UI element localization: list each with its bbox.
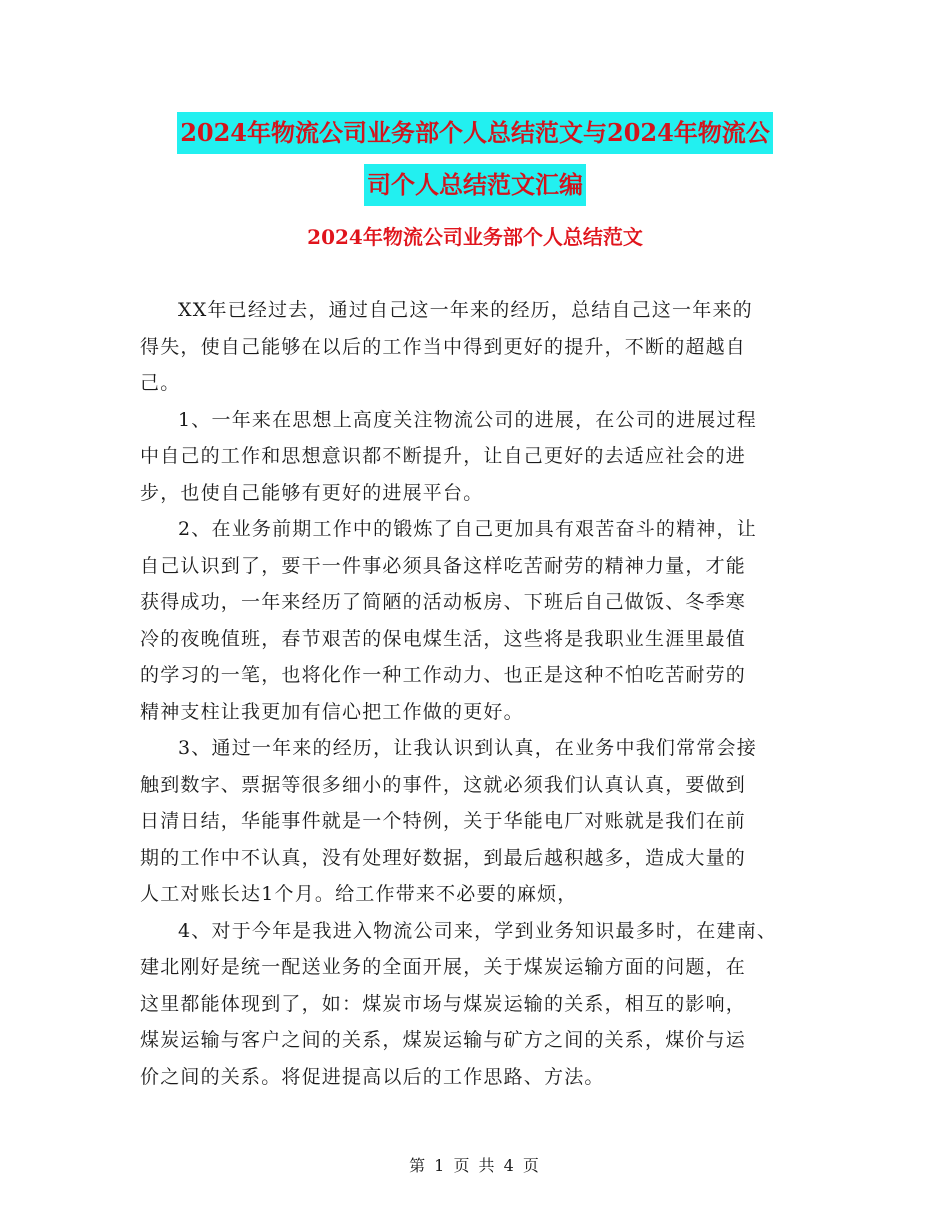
page-footer: 第 1 页 共 4 页	[409, 1156, 541, 1175]
paragraph-line: 步，也使自己能够有更好的进展平台。	[140, 481, 484, 504]
paragraph-line: 己。	[140, 372, 181, 394]
title-line-1: 2024年物流公司业务部个人总结范文与2024年物流公	[177, 112, 773, 154]
paragraph-item-2	[140, 511, 820, 730]
document-title	[0, 112, 950, 206]
title-line-2: 司个人总结范文汇编	[364, 164, 586, 206]
paragraph-item-4	[140, 913, 820, 1096]
paragraph-item-1	[140, 402, 820, 512]
paragraph-line: 日清日结，华能事件就是一个特例，关于华能电厂对账就是我们在前	[140, 810, 747, 832]
paragraph-line: XX年已经过去，通过自己这一年来的经历，总结自己这一年来的	[178, 299, 753, 321]
paragraph-intro	[140, 292, 820, 402]
paragraph-line: 4、对于今年是我进入物流公司来，学到业务知识最多时，在建南、	[178, 919, 778, 942]
document-body	[140, 292, 820, 1095]
paragraph-line: 得失，使自己能够在以后的工作当中得到更好的提升，不断的超越自	[140, 335, 747, 358]
paragraph-line: 的学习的一笔，也将化作一种工作动力、也正是这种不怕吃苦耐劳的	[140, 664, 747, 686]
paragraph-line: 建北刚好是统一配送业务的全面开展，关于煤炭运输方面的问题，在	[140, 956, 747, 978]
paragraph-line: 自己认识到了，要干一件事必须具备这样吃苦耐劳的精神力量，才能	[140, 554, 747, 577]
paragraph-line: 这里都能体现到了，如：煤炭市场与煤炭运输的关系，相互的影响，	[140, 992, 747, 1015]
paragraph-line: 2、在业务前期工作中的锻炼了自己更加具有艰苦奋斗的精神，让	[178, 518, 757, 540]
paragraph-line: 人工对账长达1个月。给工作带来不必要的麻烦，	[140, 883, 578, 905]
paragraph-line: 3、通过一年来的经历，让我认识到认真，在业务中我们常常会接	[178, 737, 757, 759]
paragraph-line: 触到数字、票据等很多细小的事件，这就必须我们认真认真，要做到	[140, 773, 747, 796]
paragraph-line: 价之间的关系。将促进提高以后的工作思路、方法。	[140, 1065, 605, 1088]
paragraph-line: 精神支柱让我更加有信心把工作做的更好。	[140, 700, 524, 723]
paragraph-line: 中自己的工作和思想意识都不断提升，让自己更好的去适应社会的进	[140, 445, 747, 467]
paragraph-line: 获得成功，一年来经历了简陋的活动板房、下班后自己做饭、冬季寒	[140, 591, 747, 613]
paragraph-line: 期的工作中不认真，没有处理好数据，到最后越积越多，造成大量的	[140, 846, 747, 869]
section-heading: 2024年物流公司业务部个人总结范文	[307, 225, 643, 249]
paragraph-item-3	[140, 730, 820, 913]
paragraph-line: 煤炭运输与客户之间的关系，煤炭运输与矿方之间的关系，煤价与运	[140, 1029, 747, 1051]
paragraph-line: 冷的夜晚值班，春节艰苦的保电煤生活，这些将是我职业生涯里最值	[140, 627, 747, 650]
paragraph-line: 1、一年来在思想上高度关注物流公司的进展，在公司的进展过程	[178, 408, 757, 431]
